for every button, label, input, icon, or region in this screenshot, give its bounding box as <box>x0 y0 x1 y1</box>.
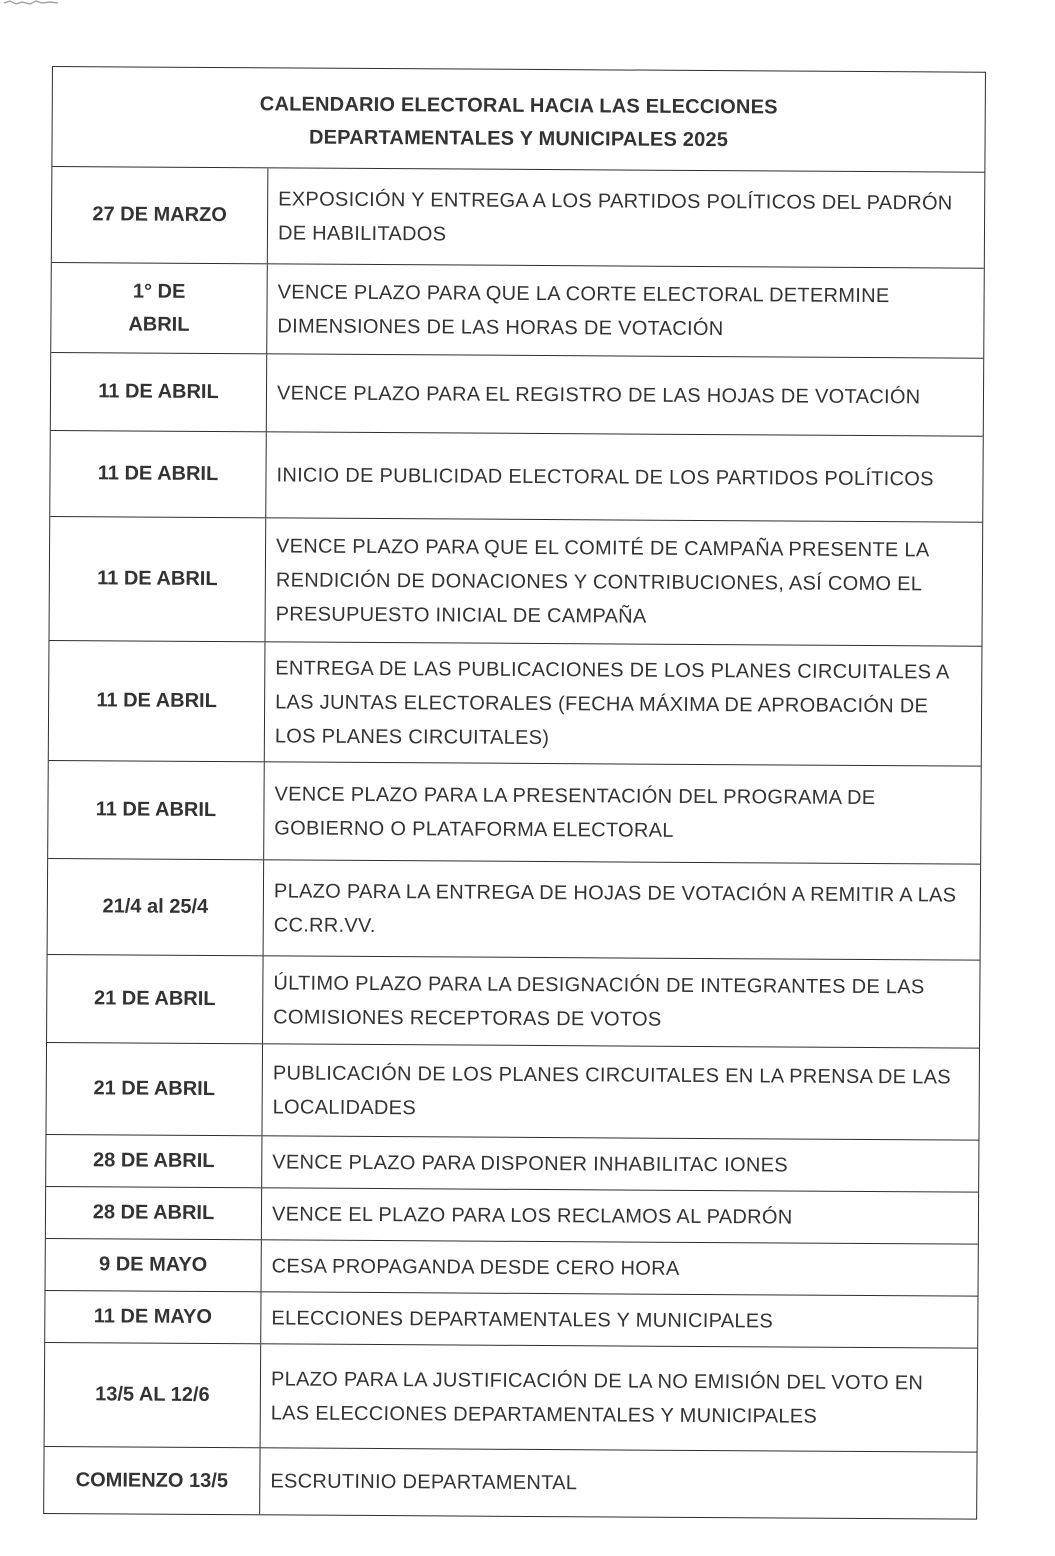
description-cell: PUBLICACIÓN DE LOS PLANES CIRCUITALES EN LA PRENSA DE LAS LOCALIDADES <box>272 1061 951 1119</box>
table-row <box>46 1187 978 1245</box>
scan-artifact <box>2 0 62 6</box>
description-cell: PLAZO PARA LA JUSTIFICACIÓN DE LA NO EMISIÓN DEL VOTO EN LAS ELECCIONES DEPARTAMENTALES Y MUNICIPALES <box>270 1367 924 1428</box>
date-cell: 11 DE ABRIL <box>51 353 267 431</box>
table-row <box>51 353 983 437</box>
description-cell: ÚLTIMO PLAZO PARA LA DESIGNACIÓN DE INTEGRANTES DE LAS COMISIONES RECEPTORAS DE VOTOS <box>273 971 925 1031</box>
date-cell: 13/5 AL 12/6 <box>45 1343 262 1447</box>
table-row <box>46 1135 978 1193</box>
date-cell: 28 DE ABRIL <box>46 1187 262 1239</box>
table-row <box>51 263 984 359</box>
date-cell: COMIENZO 13/5 <box>44 1447 260 1514</box>
date-cell: 21 DE ABRIL <box>47 955 264 1043</box>
table-title <box>52 67 985 173</box>
description-cell: ENTREGA DE LAS PUBLICACIONES DE LOS PLANES CIRCUITALES A LAS JUNTAS ELECTORALES (FECHA MÁXIMA DE APROBACIÓN DE LOS PLANES CIRCUITALES) <box>274 656 949 749</box>
table-row <box>52 167 985 269</box>
description-cell: EXPOSICIÓN Y ENTREGA A LOS PARTIDOS POLÍTICOS DEL PADRÓN DE HABILITADOS <box>277 187 953 245</box>
description-cell: VENCE PLAZO PARA DISPONER INHABILITAC IONES <box>272 1150 788 1177</box>
title-line-2: DEPARTAMENTALES Y MUNICIPALES 2025 <box>308 126 729 151</box>
description-cell: ESCRUTINIO DEPARTAMENTAL <box>270 1470 578 1495</box>
description-cell: VENCE PLAZO PARA QUE LA CORTE ELECTORAL DETERMINE DIMENSIONES DE LAS HORAS DE VOTACIÓN <box>277 280 890 340</box>
date-cell: 27 DE MARZO <box>52 167 269 263</box>
description-cell: INICIO DE PUBLICIDAD ELECTORAL DE LOS PARTIDOS POLÍTICOS <box>276 463 934 490</box>
description-cell: VENCE EL PLAZO PARA LOS RECLAMOS AL PADRÓN <box>271 1202 793 1229</box>
electoral-calendar-table <box>43 66 986 1520</box>
table-row <box>47 955 980 1049</box>
table-row <box>48 859 981 961</box>
description-cell: VENCE PLAZO PARA EL REGISTRO DE LAS HOJAS DE VOTACIÓN <box>276 381 921 408</box>
date-cell: 11 DE ABRIL <box>48 761 265 859</box>
description-cell: ELECCIONES DEPARTAMENTALES Y MUNICIPALES <box>271 1306 774 1332</box>
date-cell: 21/4 al 25/4 <box>48 859 265 955</box>
description-cell: PLAZO PARA LA ENTREGA DE HOJAS DE VOTACIÓN A REMITIR A LAS CC.RR.VV. <box>273 879 957 937</box>
table-row <box>46 1239 978 1297</box>
date-cell: 21 DE ABRIL <box>46 1043 263 1135</box>
date-cell: 11 DE ABRIL <box>50 431 267 517</box>
description-cell: VENCE PLAZO PARA QUE EL COMITÉ DE CAMPAÑA PRESENTE LA RENDICIÓN DE DONACIONES Y CONTRIBUCIONES, ASÍ COMO EL PRESUPUESTO INICIAL DE CAMPAÑA <box>275 534 929 628</box>
date-cell: 9 DE MAYO <box>46 1239 262 1291</box>
date-cell: 11 DE ABRIL <box>49 641 266 761</box>
description-cell: VENCE PLAZO PARA LA PRESENTACIÓN DEL PROGRAMA DE GOBIERNO O PLATAFORMA ELECTORAL <box>274 782 876 842</box>
table-row <box>49 517 982 647</box>
title-line-1: CALENDARIO ELECTORAL HACIA LAS ELECCIONES <box>259 92 778 118</box>
description-cell: CESA PROPAGANDA DESDE CERO HORA <box>271 1254 680 1280</box>
date-cell: 1° DE ABRIL <box>51 263 268 353</box>
table-row <box>50 431 983 523</box>
date-cell: 11 DE ABRIL <box>49 517 266 641</box>
table-row <box>48 761 981 865</box>
date-cell: 11 DE MAYO <box>45 1291 261 1343</box>
date-cell: 28 DE ABRIL <box>46 1135 262 1187</box>
table-row <box>45 1343 978 1453</box>
table-row <box>44 1447 976 1519</box>
table-row <box>46 1043 979 1141</box>
table-row <box>45 1291 977 1349</box>
table-row <box>49 641 982 767</box>
